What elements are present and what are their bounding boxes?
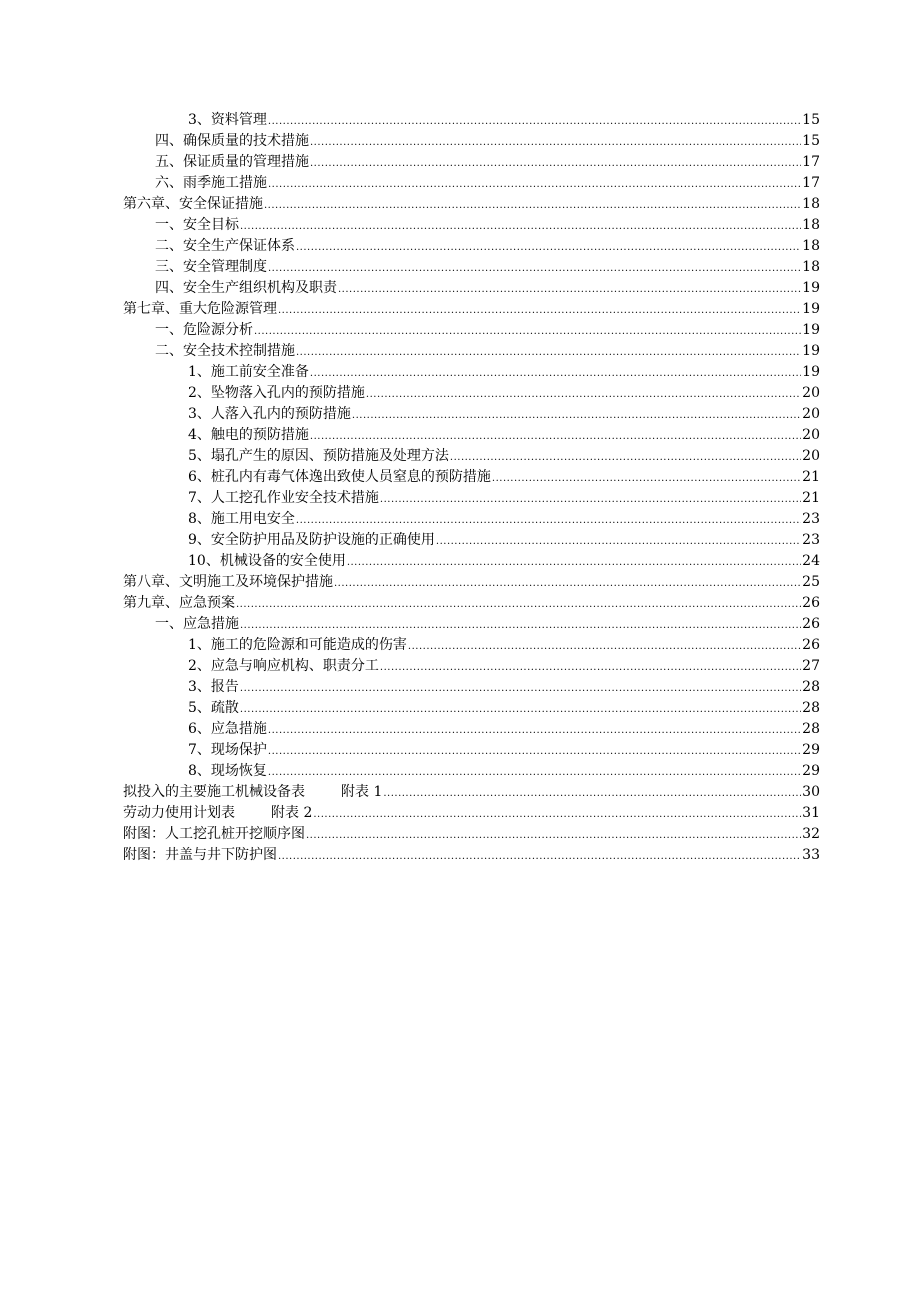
toc-entry-title-text: 2、坠物落入孔内的预防措施 [188,385,365,401]
toc-leader-dots [296,510,801,531]
toc-entry[interactable] [123,803,820,824]
toc-entry-title [123,824,305,845]
toc-entry-title [188,509,295,530]
toc-entry[interactable] [123,719,820,740]
toc-leader-dots [278,300,801,321]
toc-entry-page: 26 [802,595,820,611]
toc-entry[interactable] [123,740,820,761]
toc-leader-dots [240,678,801,699]
toc-entry[interactable] [123,614,820,635]
toc-entry[interactable] [123,509,820,530]
toc-entry-page: 23 [802,511,820,527]
toc-entry[interactable] [123,845,820,866]
toc-entry-title-text: 7、现场保护 [188,742,267,758]
toc-entry-title-text: 9、安全防护用品及防护设施的正确使用 [188,532,435,548]
toc-entry-title [188,677,239,698]
toc-entry-title-text: 一、安全目标 [155,217,239,233]
toc-entry-title [188,761,267,782]
toc-leader-dots [310,426,801,447]
toc-leader-dots [264,195,801,216]
toc-entry-page: 19 [802,301,820,317]
toc-leader-dots [268,174,801,195]
toc-entry-title-text: 第六章、安全保证措施 [123,196,263,212]
toc-entry-title-text: 一、应急措施 [155,616,239,632]
toc-entry-title [155,614,239,635]
toc-entry-title [155,236,295,257]
toc-entry-title [188,446,449,467]
toc-entry-title-text: 五、保证质量的管理措施 [155,154,309,170]
toc-entry-page: 18 [802,259,820,275]
toc-entry-title [155,152,309,173]
toc-entry-title-text: 2、应急与响应机构、职责分工 [188,658,379,674]
toc-leader-dots [380,489,801,510]
toc-entry-title-text: 1、施工的危险源和可能造成的伤害 [188,637,407,653]
toc-entry-title-text: 6、应急措施 [188,721,267,737]
toc-leader-dots [296,342,801,363]
toc-entry-title [188,635,407,656]
toc-leader-dots [278,846,801,867]
toc-entry-page: 20 [802,406,820,422]
toc-leader-dots [268,741,801,762]
toc-entry[interactable] [123,635,820,656]
toc-leader-dots [310,132,801,153]
toc-entry[interactable] [123,320,820,341]
toc-entry-title [188,719,267,740]
toc-entry-page: 21 [802,469,820,485]
toc-entry-title [155,257,267,278]
toc-entry-title-text: 二、安全技术控制措施 [155,343,295,359]
toc-entry-page: 32 [802,826,820,842]
toc-entry-page: 15 [802,112,820,128]
toc-entry-title-text: 3、报告 [188,679,239,695]
toc-entry[interactable] [123,215,820,236]
toc-entry-page: 21 [802,490,820,506]
toc-leader-dots [254,321,801,342]
toc-leader-dots [240,615,801,636]
toc-entry-page: 28 [802,721,820,737]
toc-entry[interactable] [123,425,820,446]
toc-leader-dots [366,384,801,405]
toc-entry-suffix: 附表 1 [341,784,383,800]
toc-entry-title-text: 二、安全生产保证体系 [155,238,295,254]
toc-entry-title [123,845,277,866]
toc-leader-dots [352,405,801,426]
toc-entry-page: 19 [802,280,820,296]
toc-entry-page: 33 [802,847,820,863]
toc-entry-title [155,173,267,194]
table-of-contents [123,110,820,866]
toc-entry[interactable] [123,131,820,152]
toc-leader-dots [240,699,801,720]
toc-entry-page: 17 [802,154,820,170]
toc-leader-dots [268,762,801,783]
toc-leader-dots [380,657,801,678]
toc-entry-title-text: 拟投入的主要施工机械设备表 [123,784,305,800]
toc-entry-title [188,656,379,677]
toc-entry[interactable] [123,152,820,173]
toc-leader-dots [236,594,801,615]
toc-entry[interactable] [123,383,820,404]
toc-entry-page: 29 [802,742,820,758]
toc-leader-dots [296,237,801,258]
toc-entry[interactable] [123,698,820,719]
toc-entry-title [188,383,365,404]
toc-entry-title-text: 4、触电的预防措施 [188,427,309,443]
toc-leader-dots [268,111,801,132]
toc-leader-dots [334,573,801,594]
toc-entry[interactable] [123,593,820,614]
toc-leader-dots [383,783,801,804]
toc-entry[interactable] [123,173,820,194]
toc-leader-dots [492,468,801,489]
toc-entry-title-text: 劳动力使用计划表 [123,805,235,821]
toc-leader-dots [310,363,801,384]
toc-entry[interactable] [123,194,820,215]
toc-entry-title [155,215,239,236]
toc-entry-page: 29 [802,763,820,779]
toc-entry-page: 26 [802,616,820,632]
toc-leader-dots [310,153,801,174]
toc-entry[interactable] [123,656,820,677]
toc-entry[interactable] [123,677,820,698]
toc-entry-title-text: 一、危险源分析 [155,322,253,338]
toc-entry-page: 26 [802,637,820,653]
toc-entry-title [188,551,346,572]
toc-entry-title [155,131,309,152]
toc-entry-page: 30 [802,784,820,800]
toc-entry-page: 27 [802,658,820,674]
toc-entry[interactable] [123,257,820,278]
toc-entry-page: 31 [802,805,820,821]
toc-entry-title-text: 10、机械设备的安全使用 [188,553,346,569]
toc-entry[interactable] [123,404,820,425]
toc-leader-dots [268,720,801,741]
toc-entry-title [188,404,351,425]
toc-entry-title-text: 第七章、重大危险源管理 [123,301,277,317]
toc-entry-title-text: 附图：井盖与井下防护图 [123,847,277,863]
toc-entry[interactable] [123,446,820,467]
toc-leader-dots [240,216,801,237]
toc-entry[interactable] [123,278,820,299]
toc-entry[interactable] [123,362,820,383]
toc-entry[interactable] [123,488,820,509]
toc-entry-title-text: 第九章、应急预案 [123,595,235,611]
toc-entry-title-text: 附图：人工挖孔桩开挖顺序图 [123,826,305,842]
toc-entry[interactable] [123,824,820,845]
toc-leader-dots [268,258,801,279]
toc-entry[interactable] [123,572,820,593]
toc-entry-title [123,299,277,320]
toc-entry[interactable] [123,341,820,362]
toc-leader-dots [313,804,801,825]
toc-entry-title [123,572,333,593]
toc-entry-page: 17 [802,175,820,191]
toc-entry-title [188,740,267,761]
toc-entry[interactable] [123,761,820,782]
toc-leader-dots [408,636,801,657]
toc-entry-title [123,782,382,803]
toc-entry-suffix: 附表 2 [271,805,313,821]
toc-entry-title-text: 6、桩孔内有毒气体逸出致使人员窒息的预防措施 [188,469,491,485]
toc-entry-title-text: 三、安全管理制度 [155,259,267,275]
toc-entry-title [155,278,337,299]
toc-entry-title-text: 四、确保质量的技术措施 [155,133,309,149]
toc-entry-page: 28 [802,700,820,716]
toc-entry-page: 25 [802,574,820,590]
toc-entry-page: 20 [802,448,820,464]
toc-entry-title-text: 1、施工前安全准备 [188,364,309,380]
toc-entry-title [188,530,435,551]
toc-entry-title [155,320,253,341]
toc-entry-title [188,110,267,131]
toc-entry-title [188,467,491,488]
toc-entry[interactable] [123,782,820,803]
toc-leader-dots [450,447,801,468]
toc-entry[interactable] [123,530,820,551]
toc-leader-dots [436,531,801,552]
toc-entry-title [123,803,312,824]
toc-entry-title [188,425,309,446]
toc-entry-page: 20 [802,427,820,443]
toc-entry-page: 19 [802,364,820,380]
toc-entry-title [123,593,235,614]
toc-entry-title-text: 六、雨季施工措施 [155,175,267,191]
toc-entry-page: 20 [802,385,820,401]
toc-entry-title-text: 3、资料管理 [188,112,267,128]
toc-entry-page: 28 [802,679,820,695]
toc-entry-title-text: 3、人落入孔内的预防措施 [188,406,351,422]
toc-entry-page: 24 [802,553,820,569]
toc-entry-page: 18 [802,217,820,233]
toc-entry[interactable] [123,467,820,488]
toc-entry-page: 15 [802,133,820,149]
toc-entry-title [123,194,263,215]
toc-entry[interactable] [123,551,820,572]
toc-entry[interactable] [123,236,820,257]
toc-entry-page: 18 [802,196,820,212]
toc-entry-title-text: 5、疏散 [188,700,239,716]
toc-entry-page: 19 [802,322,820,338]
toc-entry-title-text: 5、塌孔产生的原因、预防措施及处理方法 [188,448,449,464]
toc-entry-title-text: 7、人工挖孔作业安全技术措施 [188,490,379,506]
toc-entry-page: 23 [802,532,820,548]
toc-entry-title [188,488,379,509]
toc-entry-title-text: 8、施工用电安全 [188,511,295,527]
toc-entry-title-text: 第八章、文明施工及环境保护措施 [123,574,333,590]
toc-entry[interactable] [123,110,820,131]
toc-entry-title [188,698,239,719]
toc-entry-title [155,341,295,362]
toc-entry-title-text: 四、安全生产组织机构及职责 [155,280,337,296]
toc-leader-dots [306,825,801,846]
toc-entry-title [188,362,309,383]
toc-entry-page: 19 [802,343,820,359]
toc-leader-dots [338,279,801,300]
toc-entry-page: 18 [802,238,820,254]
toc-entry-title-text: 8、现场恢复 [188,763,267,779]
toc-leader-dots [347,552,801,573]
toc-entry[interactable] [123,299,820,320]
